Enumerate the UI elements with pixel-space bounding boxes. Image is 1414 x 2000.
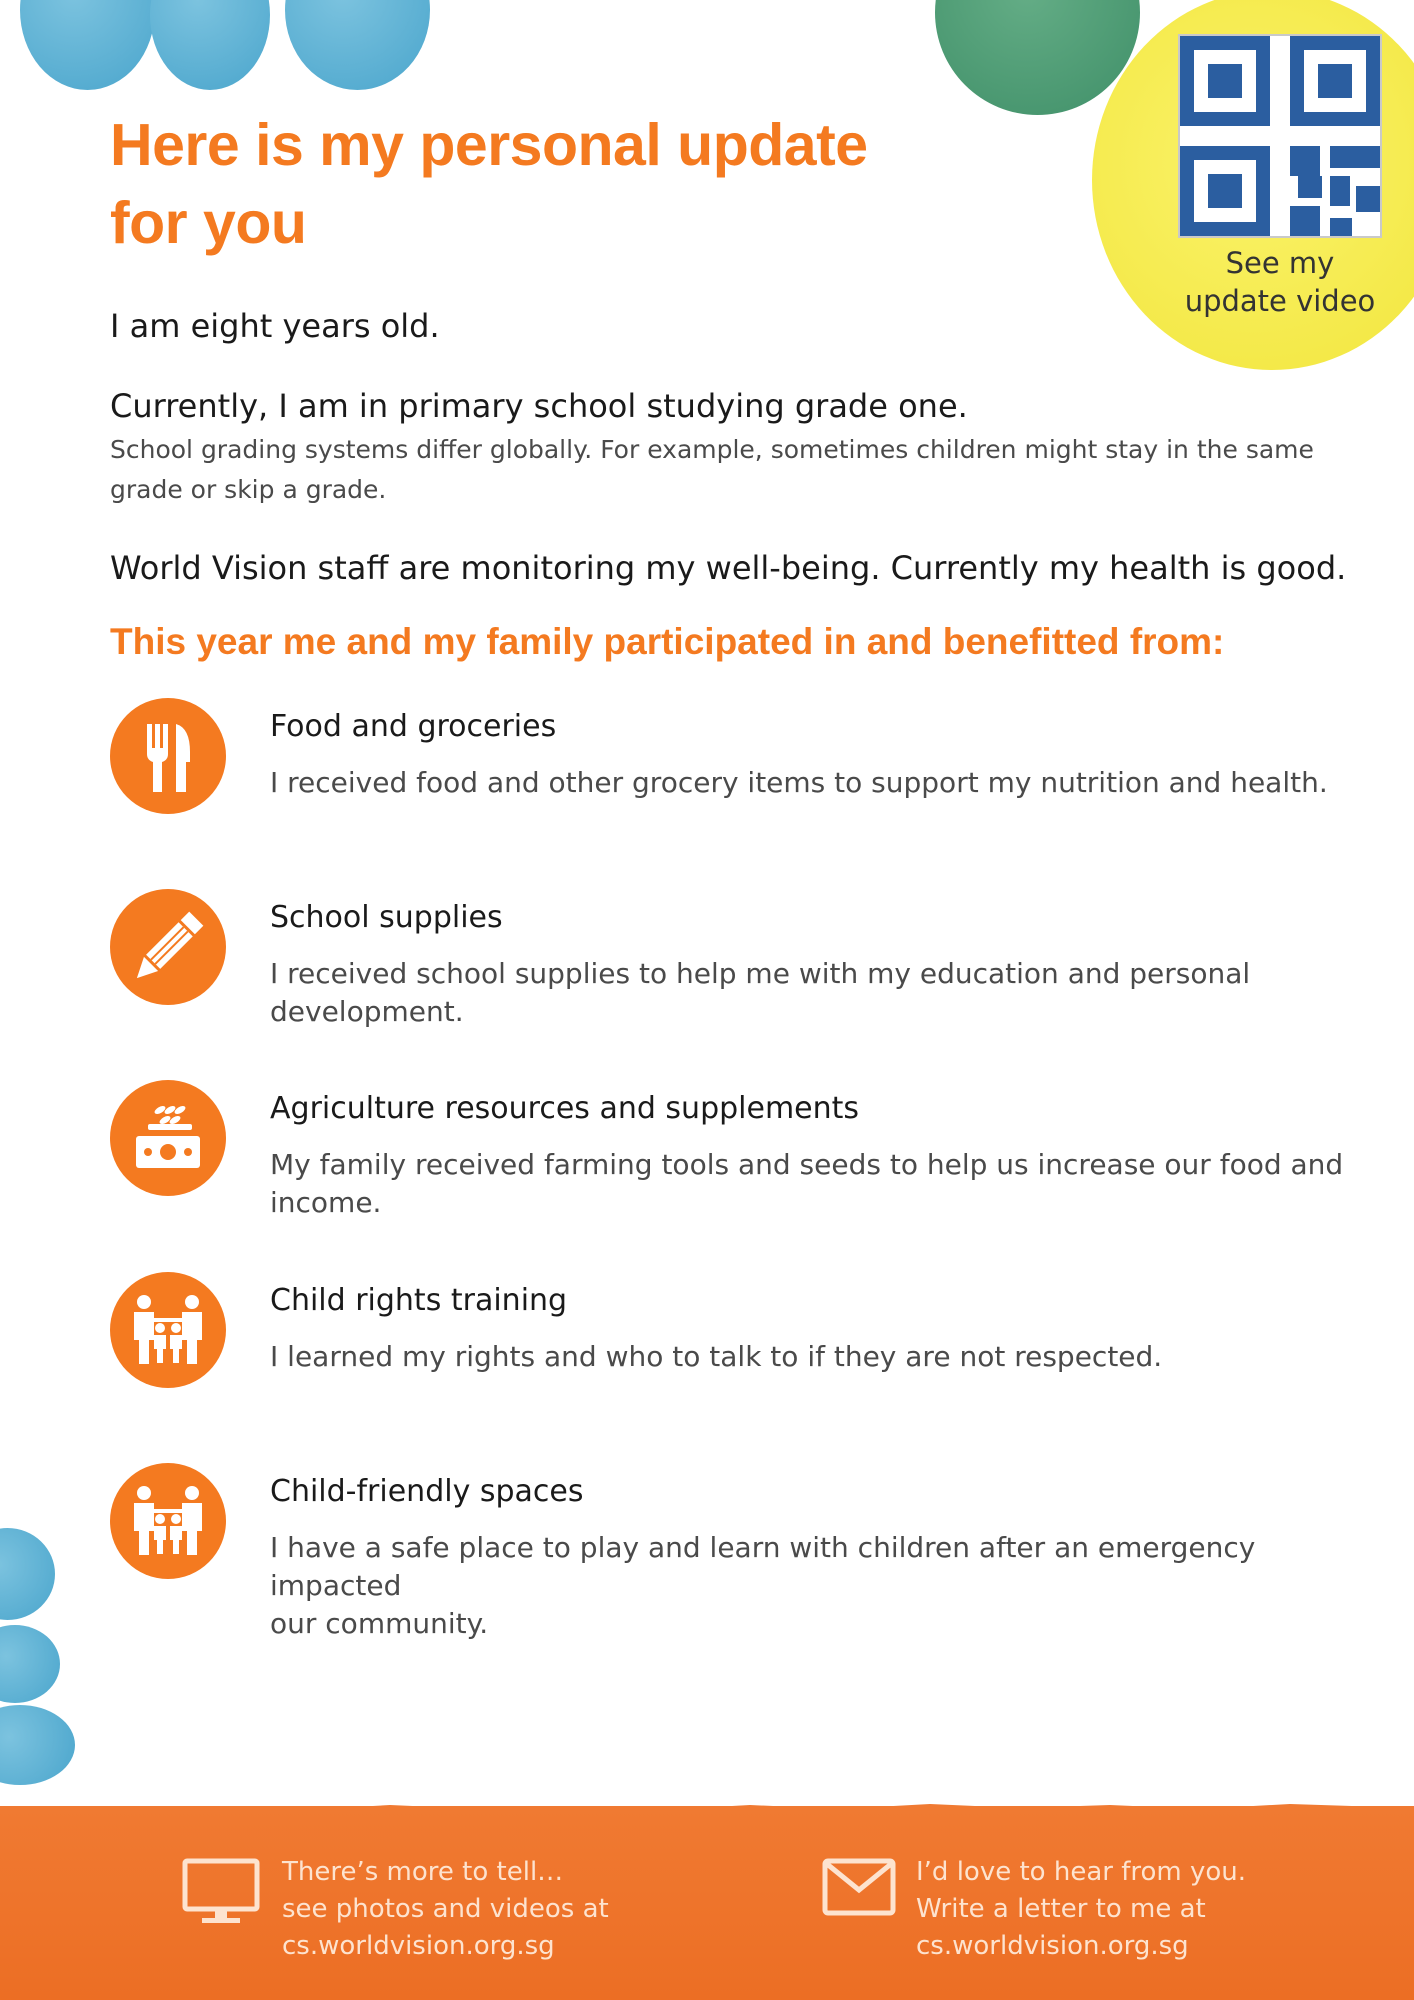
age-text: I am eight years old. bbox=[110, 307, 440, 345]
activity-description bbox=[270, 1529, 1350, 1643]
qr-caption-line: update video bbox=[1184, 284, 1376, 318]
activities-heading: This year me and my family participated in and benefitted from: bbox=[110, 621, 1225, 662]
footer-line: Write a letter to me at bbox=[916, 1894, 1206, 1924]
footer-line: see photos and videos at bbox=[282, 1894, 609, 1924]
activity-description bbox=[270, 1338, 1350, 1376]
monitor-icon bbox=[182, 1858, 260, 1928]
qr-code-graphic bbox=[1180, 36, 1380, 236]
footer-line: I’d love to hear from you. bbox=[916, 1857, 1247, 1887]
activity-description-line: development. bbox=[270, 995, 464, 1028]
footer-link[interactable]: cs.worldvision.org.sg bbox=[282, 1931, 555, 1961]
envelope-icon bbox=[822, 1858, 896, 1916]
activity-title: Food and groceries bbox=[270, 709, 557, 744]
activity-description-line: income. bbox=[270, 1186, 382, 1219]
health-text: World Vision staff are monitoring my well-being. Currently my health is good. bbox=[110, 549, 1347, 587]
footer bbox=[0, 1806, 1414, 2000]
decorative-blob bbox=[0, 1705, 75, 1785]
activity-description-line: I received school supplies to help me with my education and personal bbox=[270, 957, 1251, 990]
footer-line: There’s more to tell… bbox=[282, 1857, 564, 1887]
activity-title: Agriculture resources and supplements bbox=[270, 1091, 860, 1126]
activity-description-line: I learned my rights and who to talk to if they are not respected. bbox=[270, 1340, 1163, 1373]
footer-photos-text bbox=[282, 1854, 609, 1965]
qr-caption-line: See my bbox=[1225, 246, 1335, 280]
decorative-blob bbox=[0, 1625, 60, 1703]
decorative-blob bbox=[285, 0, 430, 90]
activity-description bbox=[270, 1146, 1350, 1222]
wheat-money-icon bbox=[110, 1080, 226, 1196]
decorative-blob bbox=[150, 0, 270, 90]
page-title-line: Here is my personal update bbox=[110, 112, 868, 178]
school-text: Currently, I am in primary school studying grade one. bbox=[110, 387, 968, 425]
school-note bbox=[110, 430, 1330, 510]
pencil-icon bbox=[110, 889, 226, 1005]
footer-letter-text bbox=[916, 1854, 1246, 1965]
decorative-blob bbox=[20, 0, 155, 90]
school-note-line: School grading systems differ globally. For example, sometimes children might stay in the same bbox=[110, 435, 1314, 464]
family-icon bbox=[110, 1463, 226, 1579]
decorative-blob bbox=[0, 1528, 55, 1620]
page-title bbox=[110, 106, 970, 262]
page-title-line: for you bbox=[110, 190, 307, 256]
activity-title: School supplies bbox=[270, 900, 503, 935]
activity-description bbox=[270, 955, 1350, 1031]
activity-description-line: our community. bbox=[270, 1607, 489, 1640]
activity-description bbox=[270, 764, 1350, 802]
activity-description-line: I received food and other grocery items to support my nutrition and health. bbox=[270, 766, 1328, 799]
qr-caption bbox=[1160, 244, 1400, 320]
qr-code[interactable] bbox=[1178, 34, 1382, 238]
activity-description-line: My family received farming tools and seeds to help us increase our food and bbox=[270, 1148, 1344, 1181]
footer-link[interactable]: cs.worldvision.org.sg bbox=[916, 1931, 1189, 1961]
activity-description-line: I have a safe place to play and learn with children after an emergency impacted bbox=[270, 1531, 1256, 1602]
school-note-line: grade or skip a grade. bbox=[110, 475, 387, 504]
family-icon bbox=[110, 1272, 226, 1388]
fork-knife-icon bbox=[110, 698, 226, 814]
activity-title: Child-friendly spaces bbox=[270, 1474, 584, 1509]
activity-title: Child rights training bbox=[270, 1283, 568, 1318]
